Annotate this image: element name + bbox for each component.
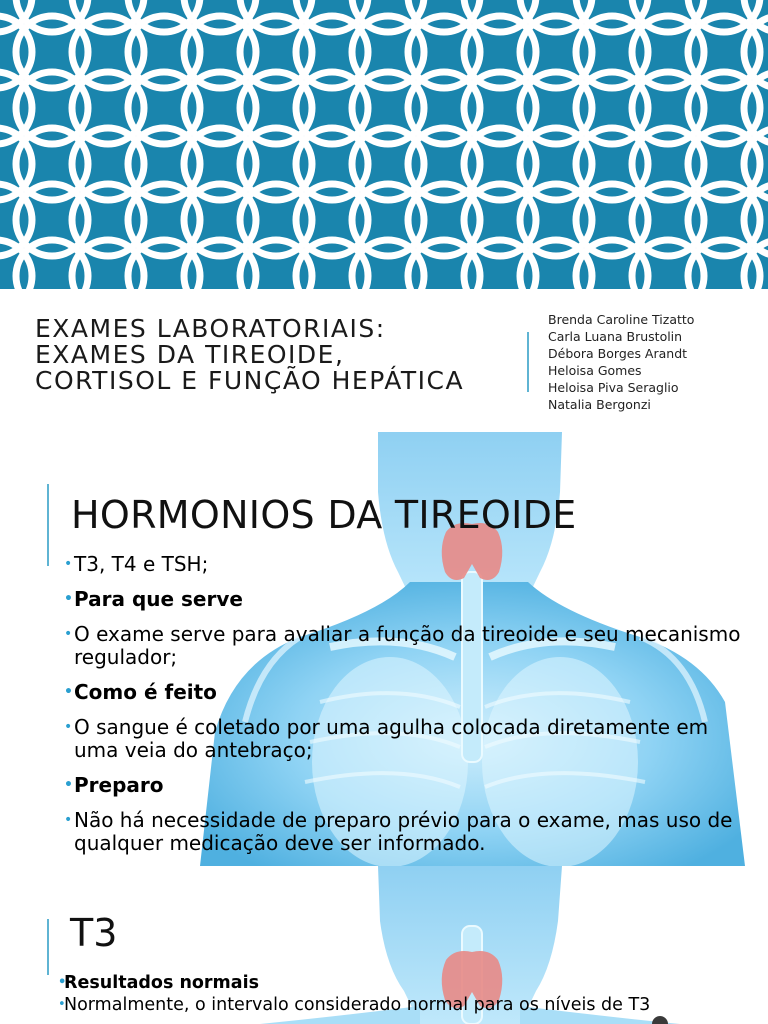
bullet-icon: • xyxy=(64,719,73,735)
author-name: Carla Luana Brustolin xyxy=(548,329,683,344)
slide-title: T3 xyxy=(70,911,118,955)
bullet-item-heading: • Preparo xyxy=(64,773,164,797)
bullet-item: • Normalmente, o intervalo considerado normal para os níveis de T3 xyxy=(58,995,651,1015)
slide-thyroid-hormones xyxy=(0,432,768,866)
author-name: Brenda Caroline Tizatto xyxy=(548,312,695,327)
slide-t3 xyxy=(0,866,768,1024)
author-list xyxy=(548,311,694,413)
cover-title-line: EXAMES LABORATORIAIS: xyxy=(35,314,386,343)
bullet-icon: • xyxy=(64,777,73,793)
bullet-item: • O exame serve para avaliar a função da tireoide e seu mecanismo regulador; xyxy=(64,622,741,669)
cover-title xyxy=(35,316,515,394)
slide-title: HORMONIOS DA TIREOIDE xyxy=(71,493,577,537)
bullet-icon: • xyxy=(64,556,73,572)
title-accent-bar xyxy=(47,919,49,975)
bullet-icon: • xyxy=(64,684,73,700)
bullet-icon: • xyxy=(64,626,73,642)
bullet-item: • T3, T4 e TSH; xyxy=(64,552,209,576)
author-name: Heloisa Gomes xyxy=(548,363,642,378)
bullet-icon: • xyxy=(58,997,66,1012)
cover-title-line: EXAMES DA TIREOIDE, xyxy=(35,340,345,369)
cover-pattern xyxy=(0,0,768,289)
bullet-icon: • xyxy=(58,975,67,990)
author-name: Natalia Bergonzi xyxy=(548,397,651,412)
bullet-list xyxy=(64,553,754,866)
bullet-item: • Não há necessidade de preparo prévio para o exame, mas uso de qualquer medicação deve ser informado. xyxy=(64,808,733,855)
bullet-item-heading: • Resultados normais xyxy=(58,973,260,993)
bullet-item-heading: • Para que serve xyxy=(64,587,243,611)
bullet-icon: • xyxy=(64,591,73,607)
cover-title-area xyxy=(0,289,768,432)
bullet-icon: • xyxy=(64,812,73,828)
bullet-list xyxy=(58,972,758,1016)
title-accent-bar xyxy=(47,484,49,566)
cover-divider xyxy=(527,332,529,392)
author-name: Heloisa Piva Seraglio xyxy=(548,380,679,395)
bullet-item-heading: • Como é feito xyxy=(64,680,217,704)
bullet-item: • O sangue é coletado por uma agulha colocada diretamente em uma veia do antebraço; xyxy=(64,715,709,762)
author-name: Débora Borges Arandt xyxy=(548,346,688,361)
cover-title-line: CORTISOL E FUNÇÃO HEPÁTICA xyxy=(35,366,465,395)
